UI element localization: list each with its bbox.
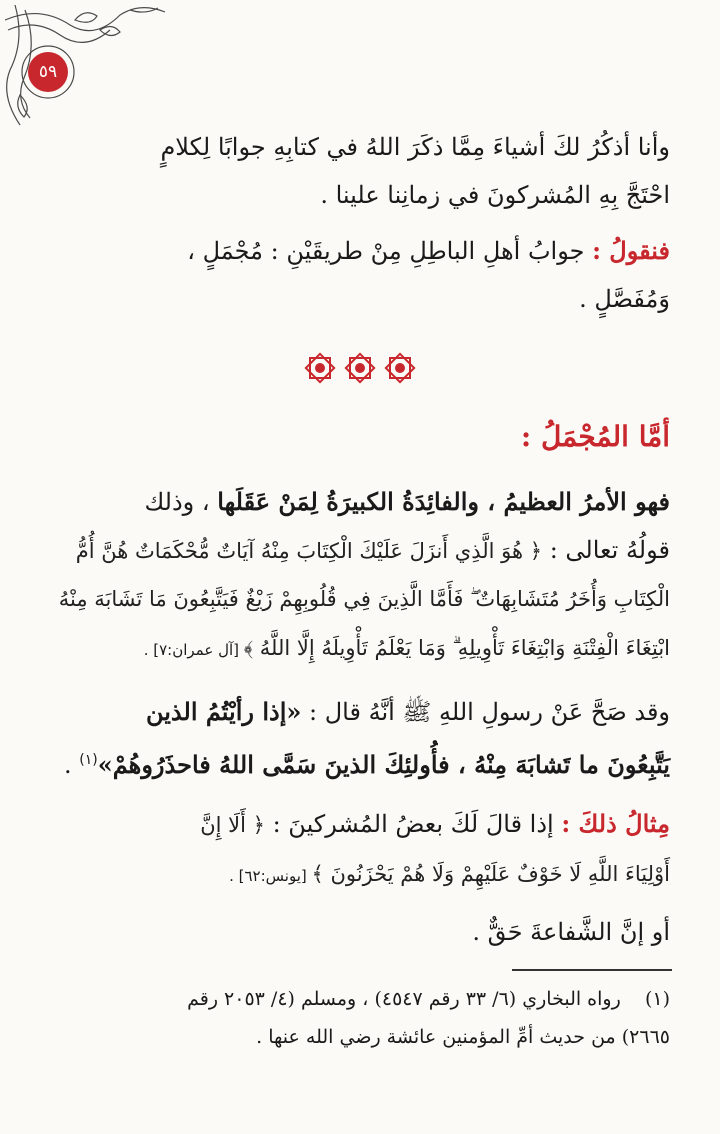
para1-rest: ، وذلك — [144, 488, 218, 516]
intro-line-1: وأنا أذكُرُ لكَ أشياءَ مِمَّا ذكَرَ اللهُ في كتابِهِ جوابًا لِكلامٍ — [160, 133, 670, 161]
intro-line-2: احْتَجَّ بِهِ المُشركونَ في زمانِنا علينا . — [320, 181, 670, 209]
example-line-1 — [50, 800, 670, 849]
footnote-line-2: ٢٦٦٥) من حديث أمِّ المؤمنين عائشة رضي الله عنها . — [256, 1026, 670, 1048]
intro-paragraph — [50, 123, 670, 219]
section-divider — [0, 350, 720, 390]
star-ornament-icon — [342, 350, 378, 386]
answer-label: فنقولُ : — [592, 236, 670, 265]
hadith-text-2: يَتَّبِعُونَ ما تَشابَهَ مِنْهُ ، فأُولئِكَ الذينَ سَمَّى اللهُ فاحذَرُوهُمْ» — [97, 750, 670, 779]
answer-text: جوابُ أهلِ الباطِلِ مِنْ طريقَيْنِ : مُجْمَلٍ ، — [187, 237, 593, 265]
page-number-badge: ٥٩ — [28, 52, 68, 92]
quran-verse-5: أَوْلِيَاءَ اللَّهِ لَا خَوْفٌ عَلَيْهِمْ وَلَا هُمْ يَحْزَنُونَ ﴾ — [311, 862, 670, 886]
quran-verse-1: ﴿ هُوَ الَّذِي أَنزَلَ عَلَيْكَ الْكِتَابَ مِنْهُ آيَاتٌ مُّحْكَمَاتٌ هُنَّ أُمُّ — [75, 539, 543, 563]
example-line-3: أو إنَّ الشَّفاعةَ حَقٌّ . — [472, 918, 670, 946]
footnote-line-1 — [50, 980, 670, 1018]
footnote-number: (١) — [644, 988, 670, 1010]
star-ornament-icon — [302, 350, 338, 386]
hadith-paragraph — [50, 688, 670, 789]
quran-verse-4: ﴿ أَلَا إِنَّ — [200, 813, 265, 837]
footnote — [50, 980, 670, 1056]
hadith-text-1: «إذا رأيْتُمُ الذين — [145, 697, 302, 726]
answer-line-2: وَمُفَصَّلٍ . — [579, 285, 670, 313]
section-heading: أمَّا المُجْمَلُ : — [520, 420, 670, 453]
footnote-marker[interactable]: (١) — [79, 752, 98, 768]
para2-line-1 — [50, 688, 670, 736]
para1-line-1 — [50, 478, 670, 526]
para1-line-4 — [50, 623, 670, 674]
answer-line-1 — [50, 227, 670, 275]
answer-paragraph — [50, 227, 670, 323]
example-label: مِثالُ ذلكَ : — [561, 809, 670, 838]
verse-reference: [آل عمران:٧] . — [143, 641, 244, 659]
footnote-text-1: رواه البخاري (٦/ ٣٣ رقم ٤٥٤٧) ، ومسلم (٤/ ٢٠٥٣ رقم — [187, 988, 621, 1010]
corner-ornament-icon — [0, 0, 170, 130]
example-text: إذا قالَ لَكَ بعضُ المُشركينَ : — [264, 810, 562, 838]
quran-verse-2: الْكِتَابِ وَأُخَرُ مُتَشَابِهَاتٌ ۖ فَأَمَّا الَّذِينَ فِي قُلُوبِهِمْ زَيْغٌ فَيَتَّبِعُونَ مَا تَشَابَهَ مِنْهُ — [58, 587, 670, 611]
para2-intro: وقد صَحَّ عَنْ رسولِ اللهِ ﷺ أنَّهُ قال : — [301, 698, 670, 726]
example-paragraph — [50, 800, 670, 956]
para2-line-2 — [50, 736, 670, 789]
star-ornament-icon — [382, 350, 418, 386]
quran-verse-3: ابْتِغَاءَ الْفِتْنَةِ وَابْتِغَاءَ تَأْوِيلِهِ ۗ وَمَا يَعْلَمُ تَأْوِيلَهُ إِلَّا اللَّهُ ﴾ — [243, 636, 670, 660]
para1-intro: قولُهُ تعالى : — [542, 536, 670, 564]
footnote-separator — [512, 969, 672, 971]
mujmal-paragraph — [50, 478, 670, 674]
para2-end: . — [63, 751, 80, 779]
para1-line-2 — [50, 526, 670, 575]
para1-bold-text: فهو الأمرُ العظيمُ ، والفائِدَةُ الكبيرَةُ لِمَنْ عَقَلَها — [217, 487, 670, 516]
verse-reference-2: [يونس:٦٢] . — [229, 867, 312, 885]
example-line-2 — [50, 849, 670, 900]
